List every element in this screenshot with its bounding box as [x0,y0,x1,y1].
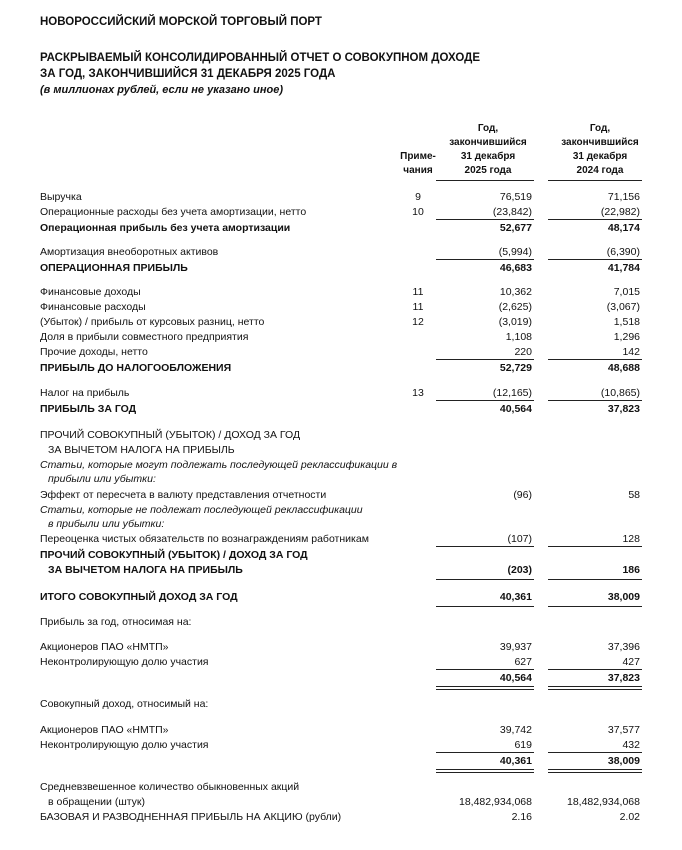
row-ci-attributable-total: 40,361 38,009 [499,755,640,767]
row-weighted-shares-1: Средневзвешенное количество обыкновенных акций [40,781,300,793]
company-name: НОВОРОССИЙСКИЙ МОРСКОЙ ТОРГОВЫЙ ПОРТ [40,16,322,28]
row-opex: Операционные расходы без учета амортизации, нетто 10 (23,842) (22,982) [40,206,640,218]
subtotal-rule [548,219,642,220]
column-header-2025: Год, закончившийся 31 декабря 2025 года [449,123,527,176]
row-oci-heading-2: ЗА ВЫЧЕТОМ НАЛОГА НА ПРИБЫЛЬ [48,444,235,456]
row-profit-attributable-heading: Прибыль за год, относимая на: [40,616,192,628]
subtotal-rule [436,546,534,547]
total-double-rule [548,769,642,770]
subtotal-rule [548,752,642,753]
subtotal-rule [436,752,534,753]
row-ci-nci: Неконтролирующую долю участия 619 432 [40,739,640,751]
total-double-rule [436,769,534,770]
subtotal-rule [436,400,534,401]
row-jv-share: Доля в прибыли совместного предприятия 1,108 1,296 [40,331,640,343]
row-oci-total-1: ПРОЧИЙ СОВОКУПНЫЙ (УБЫТОК) / ДОХОД ЗА ГОД [40,549,308,561]
row-operating-profit: ОПЕРАЦИОННАЯ ПРИБЫЛЬ 46,683 41,784 [40,262,640,274]
row-weighted-shares-2: в обращении (штук) 18,482,934,068 18,482,934,068 [48,796,640,808]
row-profit-attributable-total: 40,564 37,823 [499,672,640,684]
report-title: РАСКРЫВАЕМЫЙ КОНСОЛИДИРОВАННЫЙ ОТЧЕТ О СОВОКУПНОМ ДОХОДЕ [40,52,480,64]
column-header-note: Приме- чания [400,151,436,176]
row-profit-nci: Неконтролирующую долю участия 627 427 [40,656,640,668]
column-header-2024: Год, закончившийся 31 декабря 2024 года [561,123,639,176]
row-oci-total-2: ЗА ВЫЧЕТОМ НАЛОГА НА ПРИБЫЛЬ (203) 186 [48,564,640,576]
row-ebitda: Операционная прибыль без учета амортизации 52,677 48,174 [40,222,640,234]
total-double-rule [548,686,642,687]
subtotal-rule [548,259,642,260]
total-double-rule [548,689,642,690]
subtotal-rule [548,546,642,547]
row-profit-before-tax: ПРИБЫЛЬ ДО НАЛОГООБЛОЖЕНИЯ 52,729 48,688 [40,362,640,374]
total-rule [548,606,642,607]
row-other-income: Прочие доходы, нетто 220 142 [40,346,640,358]
total-rule [436,606,534,607]
subtotal-rule [436,359,534,360]
row-eps: БАЗОВАЯ И РАЗВОДНЕННАЯ ПРИБЫЛЬ НА АКЦИЮ (рубли) 2.16 2.02 [40,811,640,823]
row-translation-effect: Эффект от пересчета в валюту представления отчетности (96) 58 [40,489,640,501]
row-profit-shareholders: Акционеров ПАО «НМТП» 39,937 37,396 [40,641,640,653]
units-note: (в миллионах рублей, если не указано иное) [40,84,284,96]
row-ci-attributable-heading: Совокупный доход, относимый на: [40,698,209,710]
row-finance-costs: Финансовые расходы 11 (2,625) (3,067) [40,301,640,313]
total-double-rule [436,686,534,687]
row-fx: (Убыток) / прибыль от курсовых разниц, нетто 12 (3,019) 1,518 [40,316,640,328]
row-profit-for-year: ПРИБЫЛЬ ЗА ГОД 40,564 37,823 [40,403,640,415]
total-double-rule [548,772,642,773]
total-double-rule [436,689,534,690]
total-rule [548,579,642,580]
subtotal-rule [548,359,642,360]
subtotal-rule [548,669,642,670]
row-finance-income: Финансовые доходы 11 10,362 7,015 [40,286,640,298]
total-rule [436,579,534,580]
row-total-comprehensive-income: ИТОГО СОВОКУПНЫЙ ДОХОД ЗА ГОД 40,361 38,009 [40,591,640,603]
row-remeasurement: Переоценка чистых обязательств по вознаграждениям работникам (107) 128 [40,533,640,545]
row-revenue: Выручка 9 76,519 71,156 [40,191,640,203]
row-noreclass-heading-1: Статьи, которые не подлежат последующей реклассификации [40,504,363,516]
row-income-tax: Налог на прибыль 13 (12,165) (10,865) [40,387,640,399]
subtotal-rule [436,219,534,220]
header-underline [436,180,534,181]
subtotal-rule [436,669,534,670]
row-reclass-heading-2: прибыли или убытки: [48,473,156,485]
row-depreciation: Амортизация внеоборотных активов (5,994) (6,390) [40,246,640,258]
subtotal-rule [436,259,534,260]
report-period: ЗА ГОД, ЗАКОНЧИВШИЙСЯ 31 ДЕКАБРЯ 2025 ГОДА [40,68,336,80]
subtotal-rule [548,400,642,401]
row-oci-heading-1: ПРОЧИЙ СОВОКУПНЫЙ (УБЫТОК) / ДОХОД ЗА ГОД [40,429,301,441]
header-underline [548,180,642,181]
row-reclass-heading-1: Статьи, которые могут подлежать последующей реклассификации в [40,459,398,471]
row-noreclass-heading-2: в прибыли или убытки: [48,518,165,530]
total-double-rule [436,772,534,773]
row-ci-shareholders: Акционеров ПАО «НМТП» 39,742 37,577 [40,724,640,736]
